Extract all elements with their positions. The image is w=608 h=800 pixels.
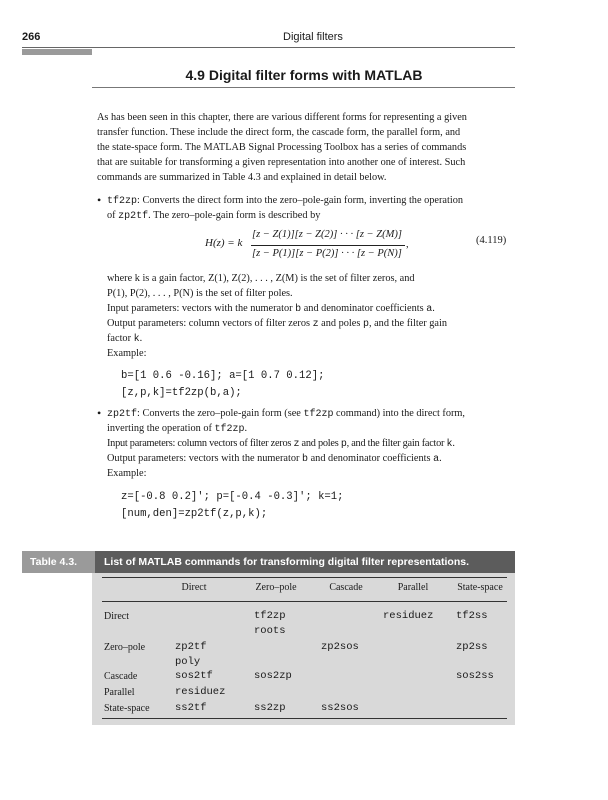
tf2zp-example-label: Example: [107, 348, 147, 359]
equation-denominator: [z − P(1)][z − P(2)] · · · [z − P(N)] [252, 248, 402, 259]
table-cell: zp2ss [456, 641, 488, 653]
table-cell: ss2sos [321, 702, 359, 714]
running-title: Digital filters [283, 31, 343, 43]
section-title: 4.9 Digital filter forms with MATLAB [185, 67, 423, 83]
table-body [92, 573, 515, 725]
page-number: 266 [22, 31, 41, 43]
zp2tf-input-params: Input parameters: column vectors of filter zeros z and poles p, and the filter gain factor k. [107, 438, 455, 450]
table-cell: sos2ss [456, 670, 494, 682]
table-cell: roots [254, 625, 286, 637]
table-header-rule [102, 601, 507, 602]
equation-lhs: H(z) = k [205, 237, 243, 249]
tf2zp-code-line-2: [z,p,k]=tf2zp(b,a); [121, 387, 242, 399]
tf2zp-code-line-1: b=[1 0.6 -0.16]; a=[1 0.7 0.12]; [121, 370, 325, 382]
zp2tf-code-line-2: [num,den]=zp2tf(z,p,k); [121, 508, 268, 520]
table-cell: residuez [383, 610, 434, 622]
table-col-header: Direct [181, 582, 207, 593]
table-col-header: Parallel [397, 582, 429, 593]
table-cell: ss2zp [254, 702, 286, 714]
table-cell: tf2ss [456, 610, 488, 622]
tf2zp-where-line-2: P(1), P(2), . . . , P(N) is the set of filter poles. [107, 288, 293, 299]
table-row-label: State-space [104, 703, 150, 714]
intro-line-4: that are suitable for transforming a given representation into another one of interest. Such [97, 157, 466, 168]
header-tab-bar [22, 49, 92, 55]
table-top-rule [102, 577, 507, 578]
section-rule [92, 87, 515, 88]
intro-line-5: commands are summarized in Table 4.3 and explained in detail below. [97, 172, 387, 183]
bullet-tf2zp: • [97, 193, 102, 207]
table-cell: zp2tf [175, 641, 207, 653]
table-label: Table 4.3. [30, 556, 78, 568]
equation-numerator: [z − Z(1)][z − Z(2)] · · · [z − Z(M)] [252, 229, 402, 240]
table-cell: poly [175, 656, 201, 668]
zp2tf-desc-line-2: inverting the operation of tf2zp. [107, 423, 248, 435]
tf2zp-desc-line-2: of zp2tf. The zero–pole-gain form is described by [107, 210, 321, 222]
table-row-label: Parallel [104, 687, 135, 698]
table-col-header: State-space [457, 582, 503, 593]
table-row-label: Direct [104, 611, 129, 622]
table-cell: ss2tf [175, 702, 207, 714]
equation-comma: , [406, 239, 409, 250]
zp2tf-output-params: Output parameters: vectors with the numerator b and denominator coefficients a. [107, 453, 442, 465]
table-row-label: Zero–pole [104, 642, 146, 653]
zp2tf-example-label: Example: [107, 468, 147, 479]
table-col-header: Cascade [329, 582, 363, 593]
tf2zp-where-line-1: where k is a gain factor, Z(1), Z(2), . . . , Z(M) is the set of filter zeros, and [107, 273, 415, 284]
table-cell: tf2zp [254, 610, 286, 622]
intro-line-3: the state-space form. The MATLAB Signal Processing Toolbox has a series of commands [97, 142, 467, 153]
tf2zp-output-params-line-1: Output parameters: column vectors of filter zeros z and poles p, and the filter gain [107, 318, 448, 330]
bullet-zp2tf: • [97, 406, 102, 420]
tf2zp-input-params: Input parameters: vectors with the numerator b and denominator coefficients a. [107, 303, 435, 315]
tf2zp-output-params-line-2: factor k. [107, 333, 143, 345]
zp2tf-cmd: zp2tf [107, 409, 138, 420]
tf2zp-desc-line-1: tf2zp: Converts the direct form into the zero–pole-gain form, inverting the operation [107, 195, 463, 207]
table-cell: sos2zp [254, 670, 292, 682]
table-bottom-rule [102, 718, 507, 719]
table-caption: List of MATLAB commands for transforming digital filter representations. [104, 556, 470, 568]
zp2tf-desc-line-1: zp2tf: Converts the zero–pole-gain form (see tf2zp command) into the direct form, [107, 408, 465, 420]
header-rule [22, 47, 515, 48]
intro-line-2: transfer function. These include the direct form, the cascade form, the parallel form, and [97, 127, 461, 138]
table-row-label: Cascade [104, 671, 138, 682]
table-col-header: Zero–pole [255, 582, 297, 593]
equation-number: (4.119) [476, 235, 507, 246]
table-cell: residuez [175, 686, 226, 698]
zp2tf-code-line-1: z=[-0.8 0.2]'; p=[-0.4 -0.3]'; k=1; [121, 491, 344, 503]
table-cell: zp2sos [321, 641, 359, 653]
intro-line-1: As has been seen in this chapter, there are various different forms for representing a given [97, 112, 467, 123]
tf2zp-cmd: tf2zp [107, 196, 138, 207]
table-cell: sos2tf [175, 670, 213, 682]
equation-fraction-bar [251, 245, 405, 246]
